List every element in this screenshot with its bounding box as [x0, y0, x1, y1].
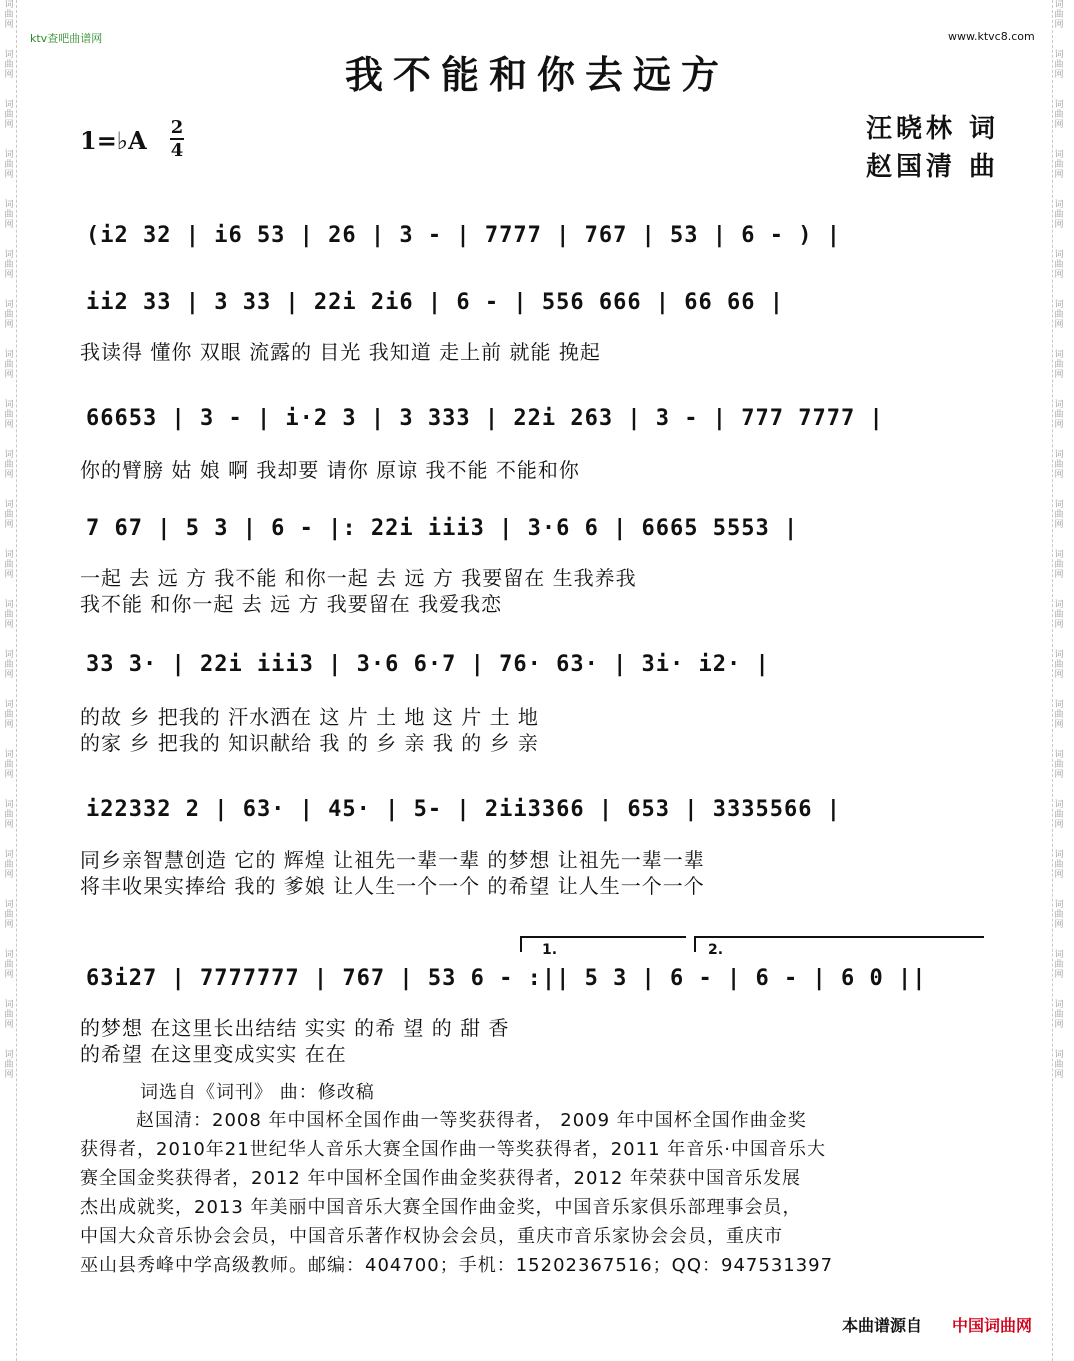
left-watermark-column	[2, 0, 16, 1361]
bio-line-5: 中国大众音乐协会会员，中国音乐著作权协会会员，重庆市音乐家协会会员，重庆市	[80, 1226, 783, 1247]
watermark-text: 词曲网	[4, 1050, 14, 1080]
watermark-text: 词曲网	[1054, 350, 1064, 380]
watermark-text: 词曲网	[1054, 600, 1064, 630]
lyrics-system-5-line-2: 的家 乡 把我的 知识献给 我 的 乡 亲 我 的 乡 亲	[80, 731, 539, 755]
header-site-right: www.ktvc8.com	[948, 30, 1035, 43]
bio-line-1: 赵国清：2008 年中国杯全国作曲一等奖获得者， 2009 年中国杯全国作曲金奖	[136, 1110, 807, 1131]
lyrics-system-2-line-1: 我读得 懂你 双眼 流露的 目光 我知道 走上前 就能 挽起	[80, 340, 601, 364]
header-site-left: ktv查吧曲谱网	[30, 32, 103, 45]
watermark-text: 词曲网	[4, 450, 14, 480]
score-system-2: ii2 33 | 3 33 | 22i 2i6 | 6 - | 556 666 | 66 66 |	[86, 290, 785, 315]
time-signature	[170, 118, 184, 160]
bio-line-6: 巫山县秀峰中学高级教师。邮编：404700；手机：15202367516；QQ：947531397	[80, 1255, 834, 1276]
composer-credit: 赵国清 曲	[866, 152, 1000, 182]
watermark-text: 词曲网	[1054, 250, 1064, 280]
watermark-text: 词曲网	[1054, 850, 1064, 880]
watermark-text: 词曲网	[1054, 400, 1064, 430]
lyrics-system-4-line-1: 一起 去 远 方 我不能 和你一起 去 远 方 我要留在 生我养我	[80, 566, 637, 590]
watermark-text: 词曲网	[4, 800, 14, 830]
bio-line-4: 杰出成就奖，2013 年美丽中国音乐大赛全国作曲金奖，中国音乐家俱乐部理事会员，	[80, 1197, 802, 1218]
watermark-text: 词曲网	[4, 500, 14, 530]
watermark-text: 词曲网	[1054, 800, 1064, 830]
watermark-text: 词曲网	[4, 1000, 14, 1030]
lyrics-system-4-line-2: 我不能 和你一起 去 远 方 我要留在 我爱我恋	[80, 592, 503, 616]
key-signature: 1=♭A	[80, 126, 147, 155]
watermark-text: 词曲网	[4, 100, 14, 130]
watermark-text: 词曲网	[1054, 50, 1064, 80]
score-system-6: i22332 2 | 63· | 45· | 5- | 2ii3366 | 653 | 3335566 |	[86, 797, 841, 822]
watermark-text: 词曲网	[4, 350, 14, 380]
lyrics-system-5-line-1: 的故 乡 把我的 汗水洒在 这 片 土 地 这 片 土 地	[80, 705, 539, 729]
watermark-text: 词曲网	[1054, 900, 1064, 930]
watermark-text: 词曲网	[1054, 300, 1064, 330]
watermark-text: 词曲网	[4, 550, 14, 580]
watermark-text: 词曲网	[1054, 450, 1064, 480]
watermark-text: 词曲网	[1054, 0, 1064, 30]
watermark-text: 词曲网	[1054, 100, 1064, 130]
watermark-text: 词曲网	[1054, 550, 1064, 580]
score-system-1: (i2 32 | i6 53 | 26 | 3 - | 7777 | 767 | 53 | 6 - ) |	[86, 223, 841, 248]
score-system-5: 33 3· | 22i iii3 | 3·6 6·7 | 76· 63· | 3i· i2· |	[86, 652, 770, 677]
watermark-text: 词曲网	[4, 0, 14, 30]
watermark-text: 词曲网	[4, 200, 14, 230]
score-system-3: 66653 | 3 - | i·2 3 | 3 333 | 22i 263 | 3 - | 777 7777 |	[86, 406, 884, 431]
watermark-text: 词曲网	[4, 400, 14, 430]
volta-number-1: 1.	[542, 942, 558, 958]
lyrics-system-6-line-1: 同乡亲智慧创造 它的 辉煌 让祖先一辈一辈 的梦想 让祖先一辈一辈	[80, 848, 705, 872]
time-signature-bottom: 4	[170, 140, 184, 161]
bio-line-2: 获得者，2010年21世纪华人音乐大赛全国作曲一等奖获得者，2011 年音乐·中国音乐大	[80, 1139, 826, 1160]
lyrics-system-7-line-1: 的梦想 在这里长出结结 实实 的希 望 的 甜 香	[80, 1016, 510, 1040]
time-signature-top: 2	[170, 117, 184, 138]
watermark-text: 词曲网	[4, 950, 14, 980]
watermark-text: 词曲网	[4, 600, 14, 630]
watermark-text: 词曲网	[1054, 200, 1064, 230]
watermark-text: 词曲网	[4, 750, 14, 780]
song-title: 我不能和你去远方	[344, 52, 729, 97]
watermark-text: 词曲网	[1054, 150, 1064, 180]
footer-source-link[interactable]: 中国词曲网	[952, 1316, 1033, 1335]
watermark-text: 词曲网	[1054, 1050, 1064, 1080]
score-system-4: 7 67 | 5 3 | 6 - |: 22i iii3 | 3·6 6 | 6665 5553 |	[86, 516, 799, 541]
watermark-text: 词曲网	[1054, 650, 1064, 680]
watermark-text: 词曲网	[4, 50, 14, 80]
bio-line-3: 赛全国金奖获得者，2012 年中国杯全国作曲金奖获得者，2012 年荣获中国音乐发展	[80, 1168, 802, 1189]
volta-number-2: 2.	[708, 942, 724, 958]
watermark-text: 词曲网	[1054, 500, 1064, 530]
volta-bracket-2	[694, 936, 984, 952]
lyricist-credit: 汪晓林 词	[866, 114, 1000, 144]
right-watermark-column	[1052, 0, 1066, 1361]
lyrics-system-3-line-1: 你的臂膀 姑 娘 啊 我却要 请你 原谅 我不能 不能和你	[80, 458, 580, 482]
watermark-text: 词曲网	[1054, 950, 1064, 980]
watermark-text: 词曲网	[4, 650, 14, 680]
lyrics-system-6-line-2: 将丰收果实捧给 我的 爹娘 让人生一个一个 的希望 让人生一个一个	[80, 874, 705, 898]
watermark-text: 词曲网	[4, 300, 14, 330]
footer-source-label: 本曲谱源自	[842, 1316, 923, 1335]
watermark-text: 词曲网	[4, 900, 14, 930]
watermark-text: 词曲网	[4, 150, 14, 180]
lyrics-system-7-line-2: 的希望 在这里变成实实 在在	[80, 1042, 347, 1066]
watermark-text: 词曲网	[4, 250, 14, 280]
watermark-text: 词曲网	[1054, 700, 1064, 730]
score-system-7: 63i27 | 7777777 | 767 | 53 6 - :|| 5 3 | 6 - | 6 - | 6 0 ||	[86, 966, 927, 991]
watermark-text: 词曲网	[1054, 1000, 1064, 1030]
watermark-text: 词曲网	[1054, 750, 1064, 780]
watermark-text: 词曲网	[4, 850, 14, 880]
source-note: 词选自《词刊》 曲：修改稿	[140, 1082, 375, 1103]
watermark-text: 词曲网	[4, 700, 14, 730]
